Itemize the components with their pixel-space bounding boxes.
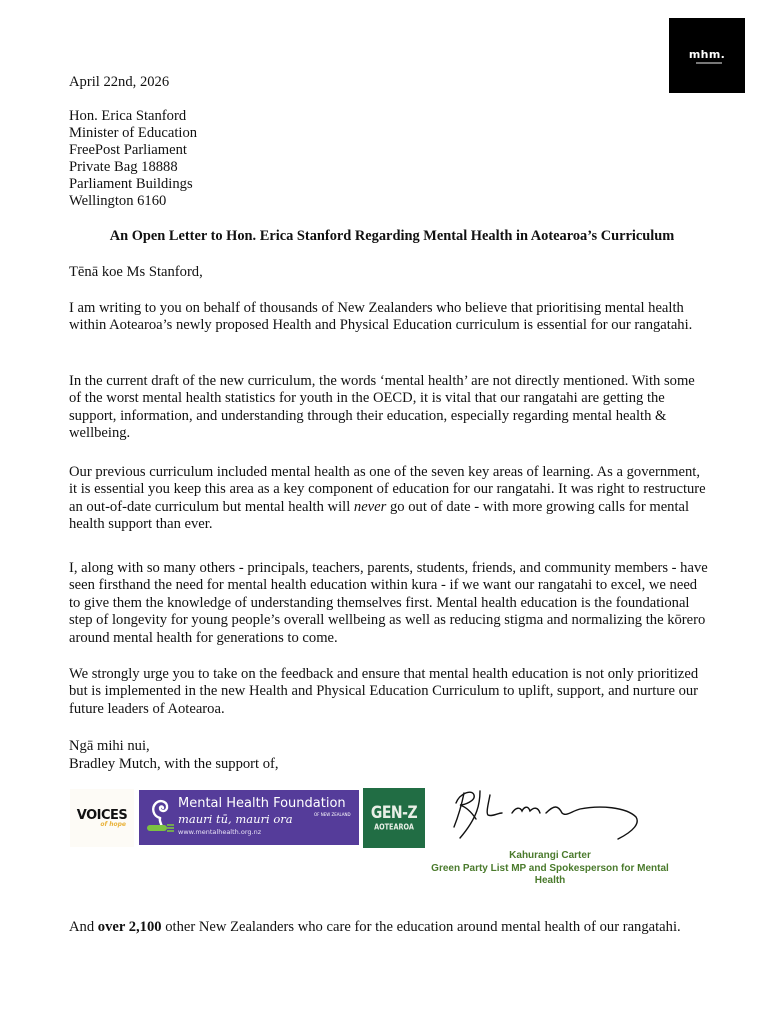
letter-title: An Open Letter to Hon. Erica Stanford Regarding Mental Health in Aotearoa’s Curriculum <box>109 228 675 244</box>
address-line: Hon. Erica Stanford <box>69 108 187 124</box>
signatory-role: Green Party List MP and Spokesperson for Mental Health <box>431 862 669 887</box>
final-line <box>69 919 709 936</box>
recipient-address <box>69 108 197 210</box>
mental-health-foundation-logo <box>139 790 359 845</box>
address-line: Minister of Education <box>69 125 198 141</box>
closing-signoff: Bradley Mutch, with the support of, <box>69 756 279 772</box>
greeting: Tēnā koe Ms Stanford, <box>69 264 203 280</box>
text: Our previous curriculum included mental health as one of the seven key areas of learning. As a government, it is essential you keep this area as a key component of education for our rangatahi. It was right to restructure an out-of-date curriculum but mental health will <box>69 464 706 515</box>
supporter-count: over 2,100 <box>97 919 162 935</box>
mhf-motto: mauri tū, mauri ora <box>178 812 293 826</box>
genz-line1: GEN-Z <box>370 802 418 823</box>
address-line: FreePost Parliament <box>69 142 187 158</box>
paragraph-current-draft: In the current draft of the new curriculum, the words ‘mental health’ are not directly mentioned. With some of the worst mental health statistics for youth in the OECD, it is vital that our rangatahi are getting the support, information, and understanding through their education, especially regarding mental health & wellbeing. <box>69 373 695 442</box>
text: other New Zealanders who care for the education around mental health of our rangatahi. <box>161 919 681 935</box>
emphasis-text: never <box>353 498 387 515</box>
voices-subtext: of hope <box>100 820 126 828</box>
mhm-wordmark: mhm. <box>688 48 726 61</box>
genz-line2: AOTEAROA <box>374 821 414 832</box>
signatory-name: Kahurangi Carter <box>509 850 591 861</box>
signatory-block <box>415 850 685 888</box>
mhf-url: www.mentalhealth.org.nz <box>178 828 262 836</box>
paragraph-previous-curriculum <box>69 464 709 534</box>
address-line: Private Bag 18888 <box>69 159 178 175</box>
text: And <box>69 919 98 935</box>
address-line: Wellington 6160 <box>69 193 167 209</box>
koru-fern-icon <box>145 796 175 840</box>
voices-logo <box>70 789 134 847</box>
closing-salutation: Ngā mihi nui, <box>69 738 150 754</box>
mhf-region: OF NEW ZEALAND <box>314 812 351 817</box>
address-line: Parliament Buildings <box>69 176 193 192</box>
handwritten-signature <box>450 783 645 843</box>
text: go out of date - with more growing calls for mental health support than ever. <box>69 498 690 533</box>
paragraph-intro: I am writing to you on behalf of thousands of New Zealanders who believe that prioritising mental health within Aotearoa’s newly proposed Health and Physical Education curriculum is essential for our rangatahi. <box>69 300 693 334</box>
gen-z-aotearoa-logo <box>363 788 425 848</box>
voices-wordmark: VOICES <box>76 807 128 823</box>
mhm-tagline <box>696 62 722 64</box>
mhf-name: Mental Health Foundation <box>178 796 346 811</box>
letter-date: April 22nd, 2026 <box>69 74 170 90</box>
paragraph-supporters: I, along with so many others - principals, teachers, parents, students, friends, and community members - have seen firsthand the need for mental health education within kura - if we want our rangatahi to excel, we need to give them the knowledge of understanding themselves first. Mental health education is the foundational step of longevity for young people’s overall wellbeing as well as reducing stigma and normalizing the kōrero around mental health for generations to come. <box>69 560 708 646</box>
closing <box>69 738 709 774</box>
mhm-logo <box>669 18 745 93</box>
paragraph-urge: We strongly urge you to take on the feedback and ensure that mental health education is not only prioritized but is implemented in the new Health and Physical Education Curriculum to uplift, support, and nurture our future leaders of Aotearoa. <box>69 666 699 717</box>
